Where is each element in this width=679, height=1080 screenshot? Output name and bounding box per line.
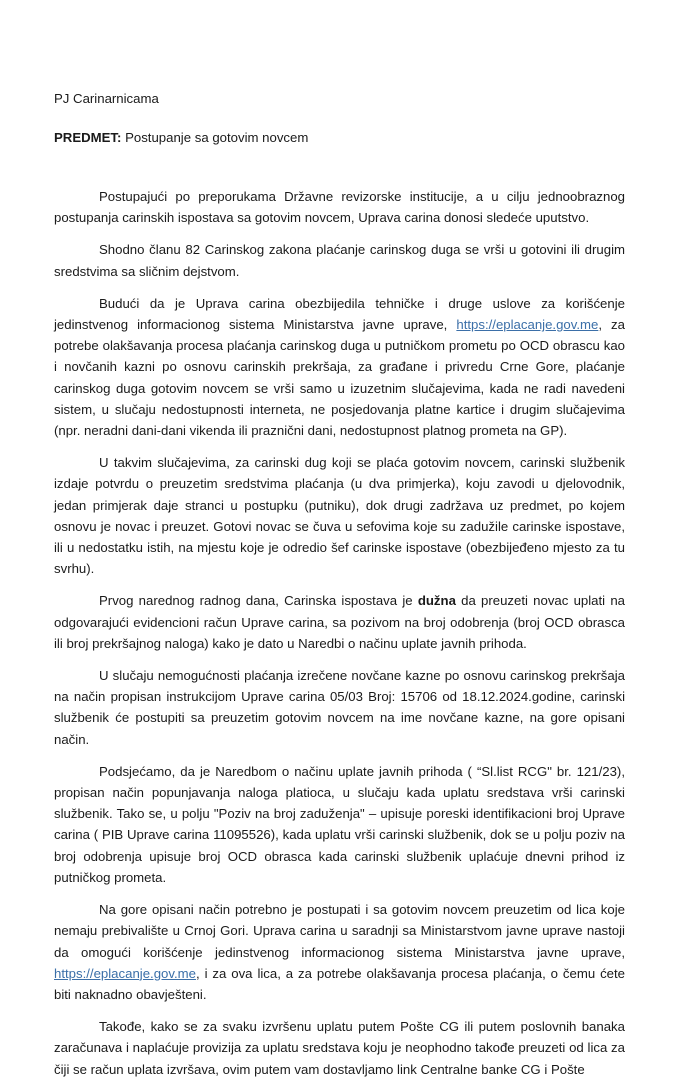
subject-label: PREDMET: [54,130,122,145]
paragraph-5 [54,590,625,654]
subject-text: Postupanje sa gotovim novcem [121,130,309,145]
paragraph-8-text-after-link: , i za ova lica, a za potrebe olakšavanja procesa plaćanja, o čemu ćete biti naknadno obavješteni. [54,965,625,1002]
paragraph-3-text-before-link: Budući da je Uprava carina obezbijedila tehničke i druge uslove za korišćenje jedinstvenog informacionog sistema Ministarstva javne uprave, [54,295,625,333]
paragraph-7: Podsjećamo, da je Naredbom o načinu uplate javnih prihoda ( “Sl.list RCG" br. 121/23), propisan način popunjavanja naloga platioca, u slučaju kada uplatu sredstava vrši carinski službenik. Tako se, u polju "Poziv na broj zaduženja" – upisuje poreski identifikacioni broj Uprave carina ( PIB Uprave carina 11095526), kada uplatu vrši carinski službenik, dok se u polju poziv na broj odobrenja upisuje broj OCD obrasca kada carinski službenik uplaćuje dnevni prihod iz putničkog prometa. [54,763,625,885]
addressee-line: PJ Carinarnicama [54,91,159,106]
paragraph-6: U slučaju nemogućnosti plaćanja izrečene novčane kazne po osnovu carinskog prekršaja na način propisan instrukcijom Uprave carina 05/03 Broj: 15706 od 18.12.2024.godine, carinski službenik će postupiti sa preuzetim gotovim novcem na ime novčane kazne, na gore opisani način. [54,668,625,747]
paragraph-8-text-before-link: Na gore opisani način potrebno je postupati i sa gotovim novcem preuzetim od lica koje nemaju prebivalište u Crnoj Gori. Uprava carina u saradnji sa Ministarstvom javne uprave nastoji da omogući korišćenje jedinstvenog informacionog sistema Ministarstva javne uprave, [54,902,625,960]
eplacanje-link-2[interactable]: https://eplacanje.gov.me [54,965,196,981]
subject-line [54,127,625,148]
emphasis-duzna: dužna [417,593,456,609]
document-body [54,88,625,1080]
paragraph-4: U takvim slučajevima, za carinski dug koji se plaća gotovim novcem, carinski službenik izdaje potvrdu o preuzetim sredstvima plaćanja (u dva primjerka), koju zavodi u djelovodnik, jedan primjerak daje stranci u postupku (putniku), dok drugi zadržava uz predmet, po kojem osnovu je novac i preuzet. Gotovi novac se čuva u sefovima koje su zadužile carinske ispostave, ili u nedostatku istih, na mjestu koje je odredio šef carinske ispostave (obezbijeđeno mjesto za tu svrhu). [54,455,625,577]
paragraph-8 [54,899,625,1005]
paragraph-5-text-after-bold: da preuzeti novac uplati na odgovarajući evidencioni račun Uprave carina, sa pozivom na broj odobrenja (broj OCD obrasca ili broj prekršajnog naloga) kako je dato u Naredbi o načinu uplate javnih prihoda. [54,593,625,651]
paragraph-3-text-after-link: , za potrebe olakšavanja procesa plaćanja carinskog duga u putničkom prometu po OCD obrascu kao i novčanih kazni po osnovu carinskih prekršaja, za građane i privredu Crne Gore, plaćanje carinskog duga gotovim novcem se vrši samo u izuzetnim slučajevima, kada ne radi navedeni sistem, u slučaju nedostupnosti interneta, ne posjedovanja platne kartice i drugim slučajevima (npr. neradni dani-dani vikenda ili praznični dani, nedostupnost platnog prometa na GP). [54,317,625,439]
eplacanje-link-1[interactable]: https://eplacanje.gov.me [456,317,599,333]
paragraph-1: Postupajući po preporukama Državne revizorske institucije, a u cilju jednoobraznog postupanja carinskih ispostava sa gotovim novcem, Uprava carina donosi sledeće uputstvo. [54,189,625,226]
paragraph-3 [54,293,625,441]
paragraph-2: Shodno članu 82 Carinskog zakona plaćanje carinskog duga se vrši u gotovini ili drugim sredstvima sa sličnim dejstvom. [54,242,625,279]
paragraph-9: Takođe, kako se za svaku izvršenu uplatu putem Pošte CG ili putem poslovnih banaka zaračunava i naplaćuje provizija za uplatu sredstava koju je neophodno takođe preuzeti od lica za čiji se račun uplata izvršava, ovim putem vam dostavljamo link Centralne banke CG i Pošte [54,1019,625,1077]
paragraph-5-text-before-bold: Prvog narednog radnog dana, Carinska ispostava je [99,593,418,609]
